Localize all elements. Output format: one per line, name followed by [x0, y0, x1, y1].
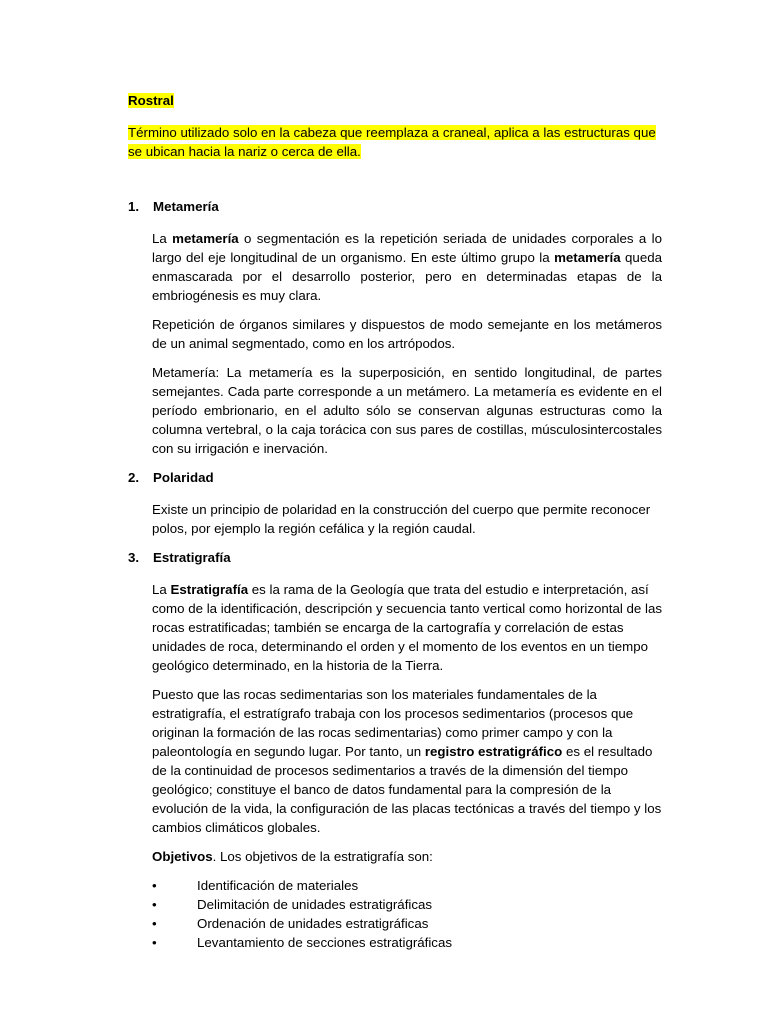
paragraph: Metamería: La metamería es la superposición, en sentido longitudinal, de partes semejantes. Cada parte corresponde a un metámero. La metamería es evidente en el período embrionario, en el adulto sólo se conservan algunas estructuras como la columna vertebral, o la caja torácica con sus pares de costillas, músculosintercostales con su irrigación e inervación.	[152, 365, 662, 456]
text-run: es el resultado de la continuidad de procesos sedimentarios a través de la dimensión del tiempo geológico; constituye el banco de datos fundamental para la compresión de la evolución de la vida, la configuración de las placas tectónicas a través del tiempo y los cambios climáticos globales.	[152, 744, 662, 835]
bold-term: registro estratigráfico	[424, 744, 563, 759]
list-item	[152, 933, 662, 952]
section-number: 1.	[128, 199, 140, 214]
list-item	[152, 876, 662, 895]
paragraph: Repetición de órganos similares y dispuestos de modo semejante en los metámeros de un animal segmentado, como en los artrópodos.	[152, 317, 662, 351]
list-item-text: Ordenación de unidades estratigráficas	[197, 916, 429, 931]
section-heading-estratigrafia	[128, 548, 662, 567]
list-item-text: Identificación de materiales	[197, 878, 359, 893]
rostral-title	[128, 91, 662, 110]
section-number: 2.	[128, 470, 140, 485]
document-content	[128, 91, 662, 952]
text-run: es la rama de la Geología que trata del estudio e interpretación, así como de la identificación, descripción y secuencia tanto vertical como horizontal de las rocas estratificadas; también se encarga de la cartografía y correlación de estas unidades de roca, determinando el orden y el momento de los eventos en un tiempo geológico determinado, en la historia de la Tierra.	[152, 582, 662, 673]
section-body-estratigrafia	[152, 580, 662, 866]
section-title: Polaridad	[153, 470, 214, 485]
text-run: o segmentación es la repetición seriada de unidades corporales a lo largo del eje longitudinal de un organismo. En este último grupo la	[152, 231, 662, 265]
bullet-icon: •	[152, 935, 157, 950]
paragraph	[152, 229, 662, 305]
text-run: La	[152, 231, 173, 246]
rostral-definition	[128, 123, 662, 161]
list-item-text: Delimitación de unidades estratigráficas	[197, 897, 433, 912]
list-item	[152, 914, 662, 933]
paragraph	[152, 685, 662, 837]
section-number: 3.	[128, 550, 140, 565]
section-title: Estratigrafía	[153, 550, 231, 565]
bullet-icon: •	[152, 878, 157, 893]
section-body-polaridad	[152, 500, 662, 538]
section-heading-polaridad	[128, 468, 662, 487]
bold-term: Objetivos	[152, 849, 213, 864]
paragraph	[152, 580, 662, 675]
text-run: queda enmascarada por el desarrollo posterior, pero en determinadas etapas de la embriogénesis es muy clara.	[152, 250, 662, 303]
objectives-intro	[152, 847, 662, 866]
rostral-definition-text: Término utilizado solo en la cabeza que reemplaza a craneal, aplica a las estructuras que se ubican hacia la nariz o cerca de ella.	[128, 125, 656, 159]
text-run: . Los objetivos de la estratigrafía son:	[212, 849, 433, 864]
bold-term: metamería	[554, 250, 621, 265]
list-item-text: Levantamiento de secciones estratigráficas	[197, 935, 452, 950]
list-item	[152, 895, 662, 914]
text-run: Puesto que las rocas sedimentarias son los materiales fundamentales de la estratigrafía, el estratígrafo trabaja con los procesos sedimentarios (procesos que originan la formación de las rocas sedimentarias) como primer campo y con la paleontología en segundo lugar. Por tanto, un	[152, 687, 634, 759]
bullet-icon: •	[152, 897, 157, 912]
objectives-list	[152, 876, 662, 952]
section-heading-metameria	[128, 197, 662, 216]
section-body-metameria	[152, 229, 662, 458]
rostral-title-text: Rostral	[128, 93, 174, 108]
bullet-icon: •	[152, 916, 157, 931]
section-title: Metamería	[153, 199, 219, 214]
text-run: La	[152, 582, 171, 597]
bold-term: metamería	[172, 231, 239, 246]
paragraph: Existe un principio de polaridad en la construcción del cuerpo que permite reconocer polos, por ejemplo la región cefálica y la región caudal.	[152, 502, 651, 536]
bold-term: Estratigrafía	[170, 582, 249, 597]
